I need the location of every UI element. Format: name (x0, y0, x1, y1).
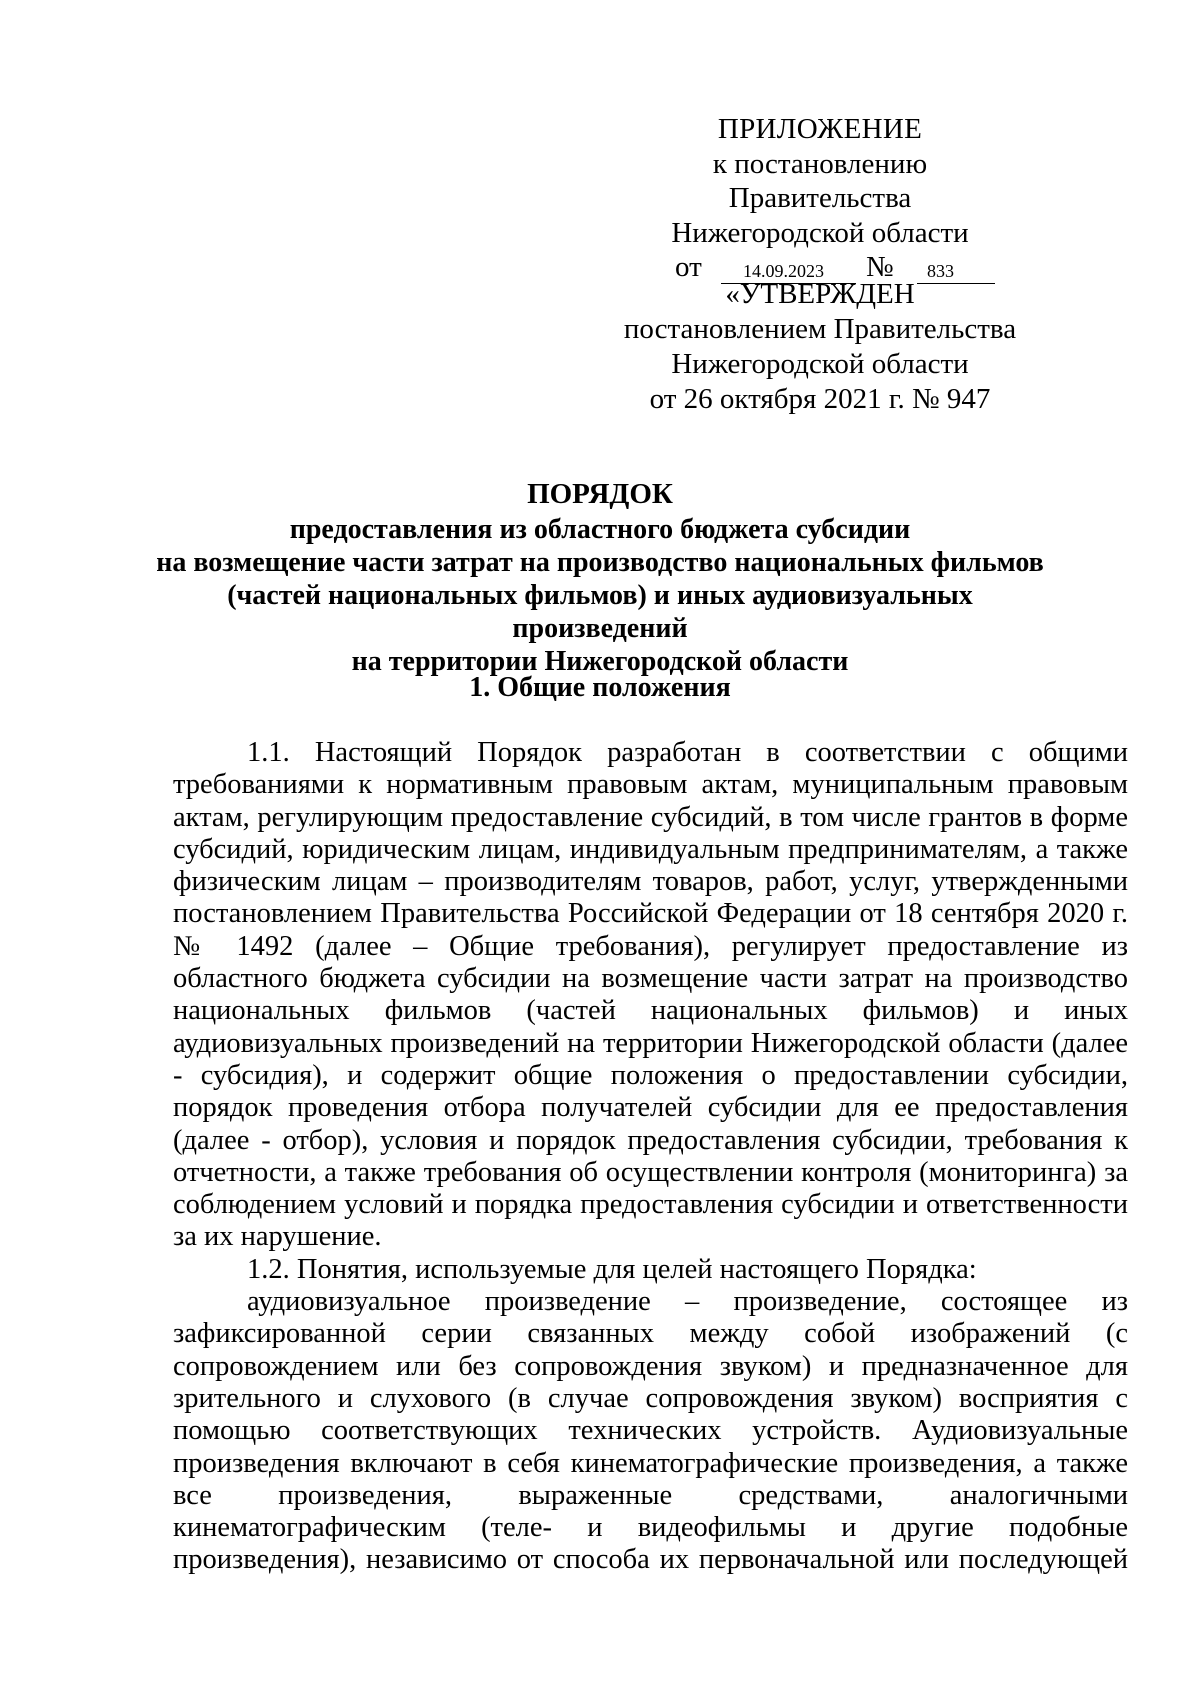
annex-block (620, 112, 1020, 285)
approved-block (620, 277, 1020, 417)
title-line: (частей национальных фильмов) и иных аудиовизуальных произведений (227, 580, 973, 644)
approved-line-4: от 26 октября 2021 г. № 947 (649, 383, 991, 415)
annex-line-2: к постановлению Правительства (712, 147, 928, 214)
document-date: 14.09.2023 (743, 261, 824, 281)
document-title (150, 478, 1050, 678)
title-line: на возмещение части затрат на производство национальных фильмов (156, 547, 1044, 578)
section-heading: 1. Общие положения (469, 672, 731, 703)
title-line: на территории Нижегородской области (351, 646, 849, 677)
document-body (173, 737, 1128, 1577)
number-sign: № (866, 251, 894, 283)
annex-line-3: Нижегородской области (671, 216, 969, 249)
approved-line-2: постановлением Правительства (623, 313, 1017, 345)
title-line: предоставления из областного бюджета субсидии (289, 514, 911, 545)
paragraph: 1.1. Настоящий Порядок разработан в соответствии с общими требованиями к нормативным правовым актам, муниципальным правовым актам, регулирующим предоставление субсидий, в том числе грантов в форме субсидий, юридическим лицам, индивидуальным предпринимателям, а также физическим лицам – производителям товаров, работ, услуг, утвержденными постановлением Правительства Российской Федерации от 18 сентября 2020 г. № 1492 (далее – Общие требования), регулирует предоставление из областного бюджета субсидии на возмещение части затрат на производство национальных фильмов (частей национальных фильмов) и иных аудиовизуальных произведений на территории Нижегородской области (далее - субсидия), и содержит общие положения о предоставлении субсидии, порядок проведения отбора получателей субсидии для ее предоставления (далее - отбор), условия и порядок предоставления субсидии, требования к отчетности, а также требования об осуществлении контроля (мониторинга) за соблюдением условий и порядка предоставления субсидии и ответственности за их нарушение. (173, 737, 1128, 1253)
paragraph: аудиовизуальное произведение – произведение, состоящее из зафиксированной серии связанных между собой изображений (с сопровождением или без сопровождения звуком) и предназначенное для зрительного и слухового (в случае сопровождения звуком) восприятия с помощью соответствующих технических устройств. Аудиовизуальные произведения включают в себя кинематографические произведения, а также все произведения, выраженные средствами, аналогичными кинематографическим (теле- и видеофильмы и другие подобные произведения), независимо от способа их первоначальной или последующей (173, 1286, 1128, 1576)
title-main: ПОРЯДОК (527, 478, 673, 510)
approved-line-1: «УТВЕРЖДЕН (725, 278, 915, 310)
date-prefix: от (675, 251, 702, 283)
approved-line-3: Нижегородской области (671, 348, 969, 380)
paragraph: 1.2. Понятия, используемые для целей настоящего Порядка: (247, 1253, 977, 1285)
document-number: 833 (927, 261, 954, 281)
annex-title: ПРИЛОЖЕНИЕ (717, 113, 923, 145)
